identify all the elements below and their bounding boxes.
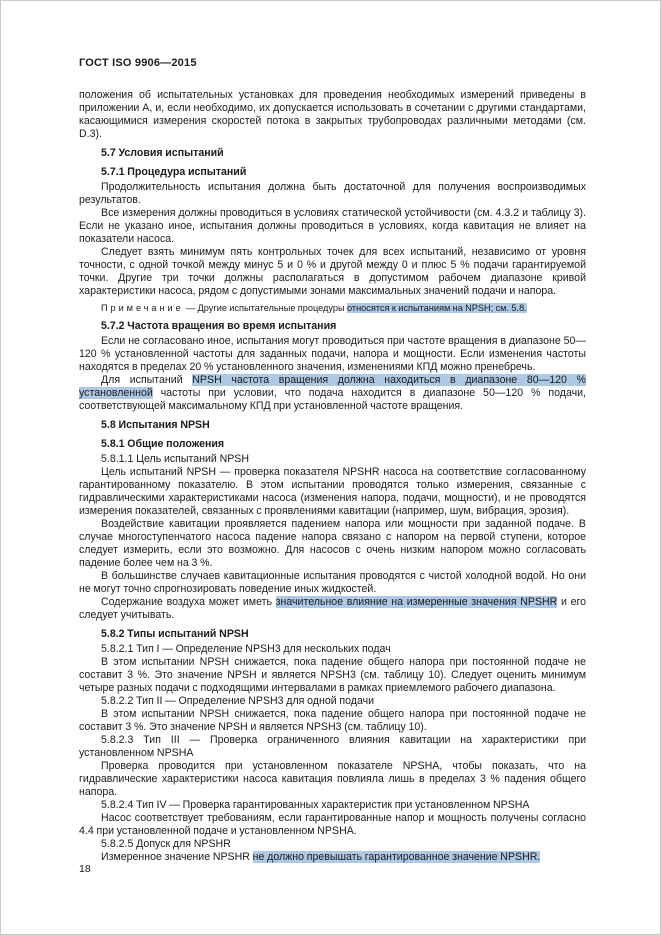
text-segment: Измеренное значение NPSHR: [101, 851, 253, 863]
document-body: [79, 89, 586, 864]
paragraph: [79, 656, 586, 695]
paragraph: [79, 838, 586, 851]
text-segment: 5.8.1.1 Цель испытаний NPSH: [101, 453, 250, 465]
text-segment: Воздействие кавитации проявляется падением напора или мощности при заданной подаче. В случае многоступенчатого насоса падение напора связано с напором на первой ступени, которое следует измерить, если это возможно. Для насосов с очень низким напором можно согласовать падение более чем на 3 %.: [79, 518, 586, 569]
text-segment: 5.8.1 Общие положения: [101, 438, 225, 450]
page-number: 18: [79, 863, 91, 875]
paragraph: [79, 799, 586, 812]
text-segment: 5.7.1 Процедура испытаний: [101, 166, 247, 178]
text-segment: положения об испытательных установках для проведения необходимых измерений приведены в приложении А, и, если необходимо, их допускается использовать в сочетании с другими стандартами, касающимися измерения скоростей потока в закрытых трубопроводах различными методами (см. D.3).: [79, 89, 586, 140]
text-segment: 5.8.2.3 Тип III — Проверка ограниченного влияния кавитации на характеристики при установленном NPSHA: [79, 734, 586, 759]
text-segment: В этом испытании NPSH снижается, пока падение общего напора при постоянной подаче не составит 3 %. Это значение NPSH и является NPSH3 (см. таблицу 10). Следует оценить минимум четыре разных подачи с подходящими интервалами в рамках приемлемого рабочего диапазона.: [79, 656, 586, 694]
paragraph: [79, 89, 586, 141]
text-segment: Для испытаний: [101, 374, 193, 386]
paragraph: [79, 518, 586, 570]
text-segment: — Другие испытательные процедуры: [183, 303, 347, 313]
note-paragraph: [79, 302, 586, 314]
text-segment: 5.8 Испытания NPSH: [101, 419, 210, 431]
highlighted-text: относятся к испытаниям на NPSH; см. 5.8.: [346, 303, 527, 313]
text-segment: Если не согласовано иное, испытания могут проводиться при частоте вращения в диапазоне 50—120 % установленной частоты для заданных подачи, напора и мощности. Если изменения частоты находятся в пределах 20 % установленного значения, изменениями КПД можно пренебречь.: [79, 335, 586, 373]
text-segment: 5.7.2 Частота вращения во время испытания: [101, 320, 337, 332]
paragraph: [79, 570, 586, 596]
text-segment: частоты при условии, что подача находится в диапазоне 50—120 % подачи, соответствующей максимальному КПД при установленной частоте вращения.: [79, 387, 586, 412]
paragraph: [79, 374, 586, 413]
text-segment: и его следует учитывать.: [79, 596, 586, 621]
paragraph: [79, 246, 586, 298]
paragraph: [79, 207, 586, 246]
paragraph: [79, 453, 586, 466]
paragraph: [79, 812, 586, 838]
paragraph: [79, 181, 586, 207]
paragraph: [79, 734, 586, 760]
highlighted-text: не должно превышать гарантированное значение NPSHR.: [252, 851, 541, 863]
paragraph: [79, 708, 586, 734]
highlighted-text: значительное влияние на измеренные значения NPSHR: [275, 596, 558, 608]
text-segment: Примечание: [101, 303, 184, 313]
text-segment: Продолжительность испытания должна быть достаточной для получения воспроизводимых результатов.: [79, 181, 586, 206]
text-segment: Цель испытаний NPSH — проверка показателя NPSHR насоса на соответствие согласованному гарантированному показателю. В этом испытании проводятся только измерения, связанные с гидравлическими характеристиками насоса (изменения напора, подачи, мощности), и не проводятся измерения показателей, связанных с проявлениями кавитации (например, шум, вибрация, эрозия).: [79, 466, 586, 517]
text-segment: 5.8.2.4 Тип IV — Проверка гарантированных характеристик при установленном NPSHA: [101, 799, 530, 811]
section-heading: [79, 320, 586, 333]
text-segment: Все измерения должны проводиться в условиях статической устойчивости (см. 4.3.2 и таблицу 3). Если не указано иное, испытания должны проводиться в условиях, когда кавитация не влияет на показатели насоса.: [79, 207, 586, 245]
section-heading: [79, 166, 586, 179]
paragraph: [79, 466, 586, 518]
text-segment: 5.8.2.2 Тип II — Определение NPSH3 для одной подачи: [101, 695, 375, 707]
text-segment: 5.7 Условия испытаний: [101, 147, 224, 159]
text-segment: Насос соответствует требованиям, если гарантированные напор и мощность получены согласно 4.4 при установленной подаче и установленном NPSHA.: [79, 812, 586, 837]
highlighted-text: NPSH частота вращения должна находиться в диапазоне 80—120 % установленной: [79, 374, 586, 399]
section-heading: [79, 628, 586, 641]
text-segment: 5.8.2 Типы испытаний NPSH: [101, 628, 249, 640]
section-heading: [79, 419, 586, 432]
paragraph: [79, 695, 586, 708]
paragraph: [79, 760, 586, 799]
document-header: ГОСТ ISO 9906—2015: [79, 57, 197, 69]
paragraph: [79, 335, 586, 374]
text-segment: В этом испытании NPSH снижается, пока падение общего напора при постоянной подаче не составит 3 %. Это значение NPSH и является NPSH3 (см. таблицу 10).: [79, 708, 586, 733]
text-segment: Проверка проводится при установленном показателе NPSHA, чтобы показать, что на гидравлические характеристики насоса кавитация повлияла лишь в пределах 3 % падения общего напора.: [79, 760, 586, 798]
text-segment: 5.8.2.1 Тип I — Определение NPSH3 для нескольких подач: [101, 643, 391, 655]
text-segment: Содержание воздуха может иметь: [101, 596, 276, 608]
text-segment: 5.8.2.5 Допуск для NPSHR: [101, 838, 231, 850]
text-segment: В большинстве случаев кавитационные испытания проводятся с чистой холодной водой. Но они не могут точно спрогнозировать поведение иных жидкостей.: [79, 570, 586, 595]
paragraph: [79, 643, 586, 656]
paragraph: [79, 851, 586, 864]
paragraph: [79, 596, 586, 622]
section-heading: [79, 438, 586, 451]
section-heading: [79, 147, 586, 160]
text-segment: Следует взять минимум пять контрольных точек для всех испытаний, независимо от уровня точности, с одной точкой между минус 5 и 0 % и другой между 0 и плюс 5 % подачи гарантируемой точки. Другие три точки должны располагаться в допустимом рабочем диапазоне кривой характеристики насоса, рядом с допустимыми зонами максимальных значений подачи и напора.: [79, 246, 586, 297]
